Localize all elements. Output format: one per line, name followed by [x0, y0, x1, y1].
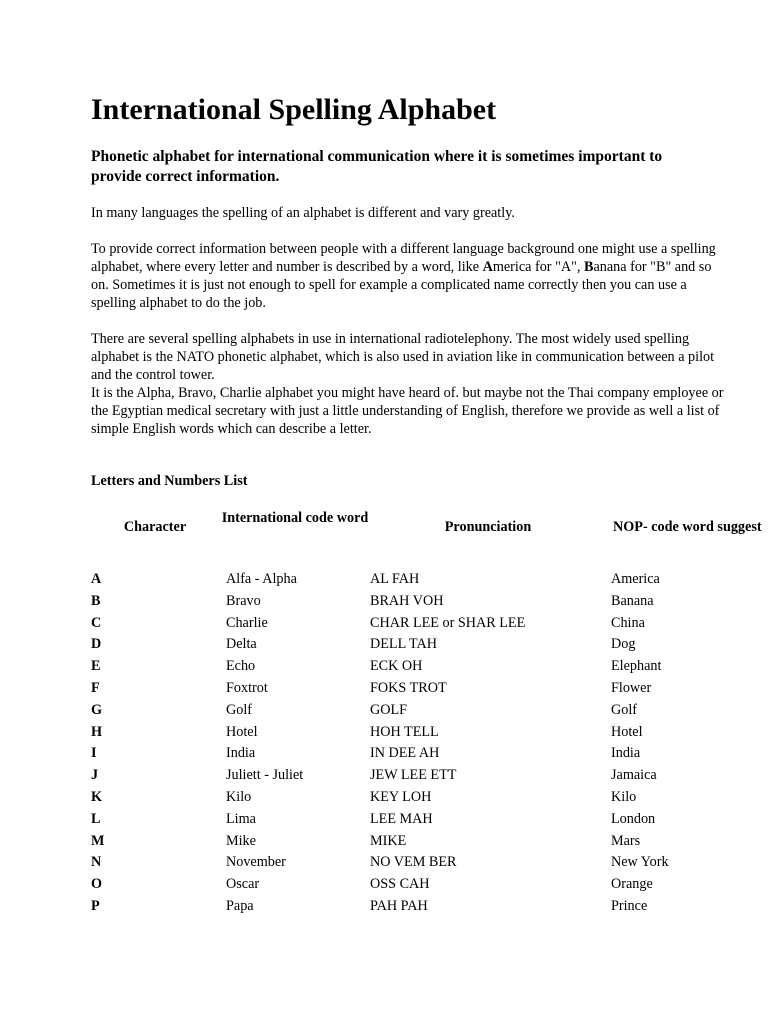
cell-code-word: Oscar [226, 876, 260, 893]
cell-character: M [91, 832, 105, 849]
table-row [0, 896, 768, 918]
cell-code-word: Bravo [226, 592, 261, 609]
table-row [0, 743, 768, 765]
cell-character: E [91, 658, 101, 675]
cell-nop-word: Mars [611, 832, 641, 849]
cell-nop-word: America [611, 571, 660, 587]
cell-character: K [91, 788, 103, 805]
cell-character: C [91, 614, 102, 631]
cell-nop-word: Golf [611, 701, 638, 718]
header-nop-code-word: NOP- code word suggest [613, 519, 762, 535]
cell-character: J [91, 767, 99, 784]
cell-character: N [91, 854, 102, 871]
table-row [0, 722, 768, 744]
cell-pronunciation: BRAH VOH [370, 592, 444, 609]
cell-character: F [91, 679, 100, 696]
cell-code-word: Echo [226, 658, 256, 675]
header-code-word: International code word [221, 510, 369, 526]
cell-nop-word: Dog [611, 636, 636, 653]
cell-pronunciation: OSS CAH [370, 876, 430, 893]
cell-pronunciation: JEW LEE ETT [370, 767, 457, 784]
table-row [0, 613, 768, 635]
header-pronunciation: Pronunciation [444, 519, 532, 535]
cell-character: A [91, 571, 102, 587]
cell-pronunciation: ECK OH [370, 658, 423, 675]
spelling-alphabet-paragraph [91, 240, 731, 312]
table-row [0, 831, 768, 853]
cell-character: H [91, 723, 103, 740]
page-title: International Spelling Alphabet [91, 93, 497, 126]
cell-pronunciation: MIKE [370, 832, 407, 849]
cell-pronunciation: GOLF [370, 701, 408, 718]
cell-nop-word: Banana [611, 592, 654, 609]
cell-pronunciation: FOKS TROT [370, 679, 447, 696]
bold-letter-a: A [482, 259, 493, 275]
cell-code-word: Alfa - Alpha [226, 571, 297, 587]
table-row [0, 700, 768, 722]
cell-code-word: Delta [226, 636, 257, 653]
cell-pronunciation: KEY LOH [370, 788, 432, 805]
cell-nop-word: London [611, 810, 656, 827]
cell-code-word: Kilo [226, 788, 252, 805]
header-character: Character [123, 519, 187, 535]
cell-pronunciation: PAH PAH [370, 897, 428, 914]
cell-code-word: Foxtrot [226, 679, 268, 696]
cell-code-word: Lima [226, 810, 256, 827]
cell-nop-word: Prince [611, 897, 648, 914]
table-row [0, 678, 768, 700]
cell-pronunciation: HOH TELL [370, 723, 439, 740]
cell-nop-word: Jamaica [611, 767, 657, 784]
page-subtitle: Phonetic alphabet for international communication where it is sometimes important to provide correct information. [91, 148, 663, 185]
cell-code-word: Mike [226, 832, 256, 849]
cell-code-word: Juliett - Juliet [226, 767, 304, 784]
section-heading: Letters and Numbers List [91, 473, 248, 489]
cell-nop-word: China [611, 614, 645, 631]
table-row [0, 656, 768, 678]
table-row [0, 591, 768, 613]
table-row [0, 569, 768, 591]
cell-character: B [91, 592, 101, 609]
cell-pronunciation: NO VEM BER [370, 854, 457, 871]
table-row [0, 765, 768, 787]
cell-character: P [91, 897, 100, 914]
table-row [0, 634, 768, 656]
table-row [0, 809, 768, 831]
cell-pronunciation: CHAR LEE or SHAR LEE [370, 614, 526, 631]
cell-pronunciation: DELL TAH [370, 636, 438, 653]
paragraph-text: To provide correct information between people with a different language background one might use a spelling alphabet, where every letter and number is described by a word, like [91, 241, 716, 275]
cell-nop-word: Flower [611, 679, 652, 696]
cell-pronunciation: LEE MAH [370, 810, 433, 827]
cell-code-word: Charlie [226, 614, 268, 631]
cell-code-word: Papa [226, 897, 254, 914]
cell-nop-word: India [611, 745, 641, 762]
cell-nop-word: Orange [611, 876, 653, 893]
cell-nop-word: Elephant [611, 658, 662, 675]
bold-letter-b: B [584, 259, 594, 275]
cell-nop-word: Kilo [611, 788, 637, 805]
cell-character: O [91, 876, 103, 893]
cell-character: I [91, 745, 97, 762]
nato-paragraph: There are several spelling alphabets in use in international radiotelephony. The most widely used spelling alphabet is the NATO phonetic alphabet, which is also used in aviation like in communication between a pilot and the control tower. It is the Alpha, Bravo, Charlie alphabet you might have heard of. but maybe not the Thai company employee or the Egyptian medical secretary with just a little understanding of English, therefore we provide as well a list of simple English words which can describe a letter. [91, 331, 724, 437]
cell-code-word: India [226, 745, 256, 762]
cell-code-word: Hotel [226, 723, 258, 740]
cell-nop-word: New York [611, 854, 669, 871]
intro-paragraph: In many languages the spelling of an alphabet is different and vary greatly. [91, 205, 515, 221]
cell-pronunciation: AL FAH [370, 571, 420, 587]
table-row [0, 874, 768, 896]
table-row [0, 852, 768, 874]
cell-character: G [91, 701, 103, 718]
paragraph-text: anana for "B" and so on. Sometimes it is just not enough to spell for example a complicated name correctly then you can use a spelling alphabet to do the job. [91, 259, 712, 311]
cell-code-word: November [226, 854, 286, 871]
cell-character: D [91, 636, 102, 653]
cell-pronunciation: IN DEE AH [370, 745, 440, 762]
table-body [0, 569, 768, 918]
table-row [0, 787, 768, 809]
cell-code-word: Golf [226, 701, 253, 718]
cell-nop-word: Hotel [611, 723, 643, 740]
cell-character: L [91, 810, 101, 827]
paragraph-text: merica for "A", [492, 259, 584, 275]
